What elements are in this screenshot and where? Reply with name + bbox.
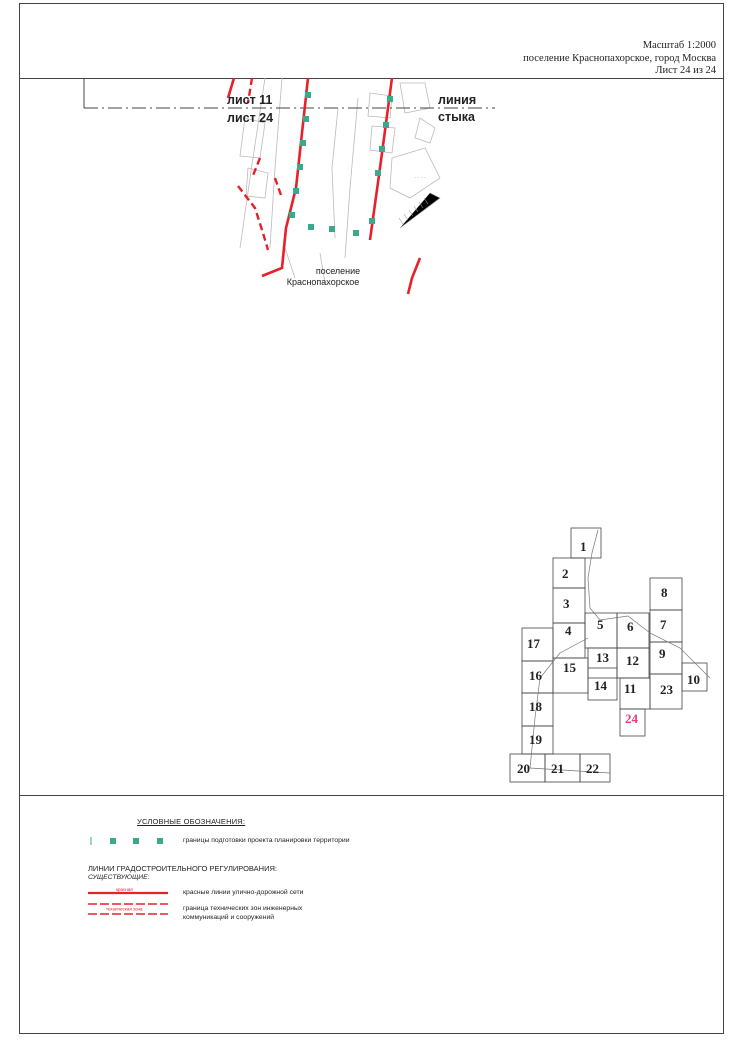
- location-label: поселение Краснопахорское, город Москва: [523, 52, 716, 64]
- legend-title: УСЛОВНЫЕ ОБОЗНАЧЕНИЯ:: [137, 817, 246, 826]
- sheet-current-label: лист 24: [227, 111, 274, 125]
- key-sheet-15: 15: [563, 660, 576, 675]
- base-map: [240, 78, 440, 283]
- fence-hatching: [399, 193, 440, 228]
- red-lines-legend-label: красные линии улично-дорожной сети: [183, 889, 304, 896]
- key-map: [510, 528, 710, 782]
- key-sheet-23: 23: [660, 682, 673, 697]
- key-sheet-1: 1: [580, 539, 587, 554]
- key-sheet-13: 13: [596, 650, 609, 665]
- boundary-symbol: [88, 836, 168, 846]
- key-sheet-2: 2: [562, 566, 569, 581]
- key-sheet-19: 19: [529, 732, 542, 747]
- key-sheet-9: 9: [659, 646, 666, 661]
- sheet-number: Лист 24 из 24: [655, 65, 716, 76]
- sheet-above-label: лист 11: [227, 93, 273, 107]
- key-sheet-17: 17: [527, 636, 540, 651]
- tech-zone-label-line-2: коммуникаций и сооружений: [183, 913, 275, 921]
- key-sheet-4: 4: [565, 623, 572, 638]
- key-sheet-6: 6: [627, 619, 634, 634]
- key-sheet-14: 14: [594, 678, 607, 693]
- map-canvas: [20, 78, 723, 793]
- settlement-label-1: поселение: [315, 266, 361, 276]
- existing-label: СУЩЕСТВУЮЩИЕ:: [88, 874, 150, 881]
- map-note: · · · ·: [415, 175, 426, 181]
- key-sheet-8: 8: [661, 585, 668, 600]
- joint-line-label-2: стыка: [438, 110, 475, 124]
- key-sheet-12: 12: [626, 653, 639, 668]
- key-sheet-18: 18: [529, 699, 542, 714]
- boundary-legend-label: границы подготовки проекта планировки территории: [183, 837, 350, 844]
- joint-line-label-1: линия: [438, 93, 477, 107]
- tech-zone-symbol-text: техническая зона: [106, 906, 143, 912]
- key-sheet-11: 11: [624, 681, 637, 696]
- legend: [20, 795, 723, 1035]
- key-sheet-10: 10: [687, 672, 700, 687]
- joint-line: [84, 78, 495, 108]
- key-sheet-21: 21: [551, 761, 564, 776]
- settlement-label-2: Краснопахорское: [286, 277, 360, 287]
- key-sheet-7: 7: [660, 617, 667, 632]
- scale-label: Масштаб 1:2000: [642, 40, 716, 51]
- key-sheet-22: 22: [586, 761, 599, 776]
- regulation-title: ЛИНИИ ГРАДОСТРОИТЕЛЬНОГО РЕГУЛИРОВАНИЯ:: [88, 864, 277, 873]
- key-sheet-5: 5: [597, 617, 604, 632]
- tech-zone-label-line-1: граница технических зон инженерных: [183, 905, 303, 912]
- key-sheet-16: 16: [529, 668, 542, 683]
- red-line-symbol: [88, 885, 168, 897]
- key-sheet-3: 3: [563, 596, 570, 611]
- tech-zone-legend-label: [183, 905, 302, 922]
- key-sheet-20: 20: [517, 761, 530, 776]
- title-block: [523, 40, 716, 78]
- tech-zone-symbol: [88, 901, 168, 917]
- red-line-symbol-text: красная: [116, 887, 133, 892]
- key-sheet-24-current: 24: [625, 711, 638, 726]
